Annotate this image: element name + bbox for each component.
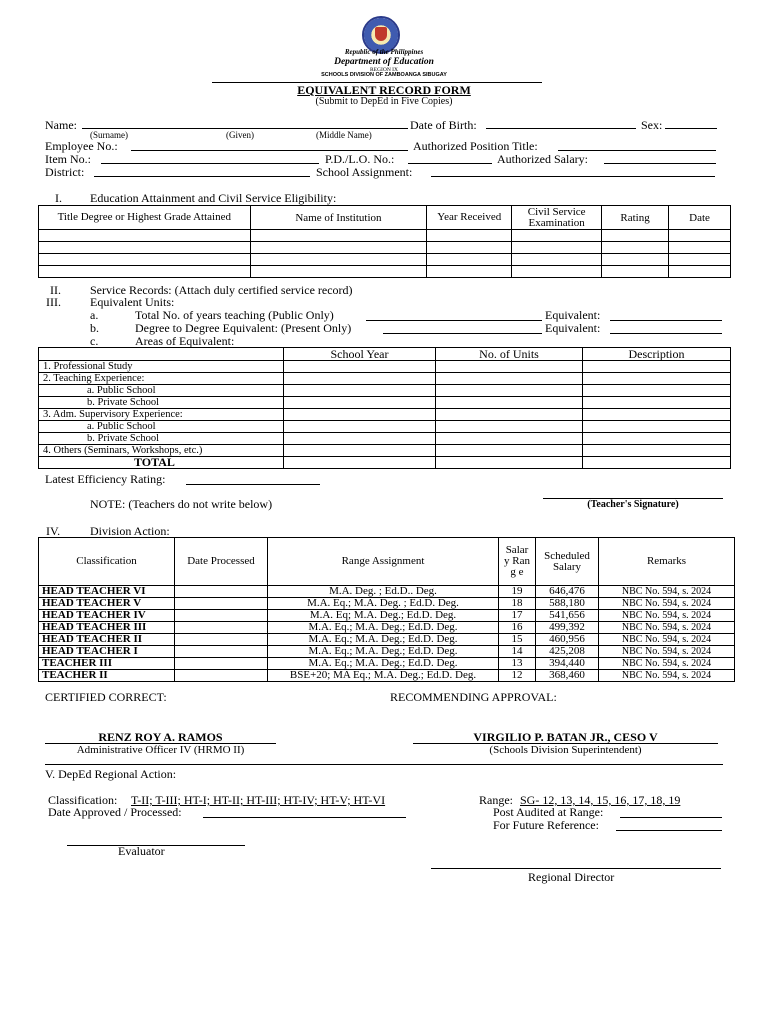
sg-cell: 12: [499, 670, 536, 682]
name-field[interactable]: [82, 118, 408, 129]
table-row: [39, 622, 735, 634]
table-row: [39, 670, 735, 682]
row-label: 1. Professional Study: [39, 361, 284, 373]
surname-caption: (Surname): [90, 130, 128, 140]
signer1-name: RENZ ROY A. RAMOS: [98, 730, 223, 744]
section3-title: Equivalent Units:: [90, 295, 175, 309]
salary-cell: 541,656: [536, 610, 599, 622]
range-options[interactable]: SG- 12, 13, 14, 15, 16, 17, 18, 19: [520, 793, 681, 807]
col-title-degree: Title Degree or Highest Grade Attained: [39, 206, 251, 230]
areas-col-empty: [39, 348, 284, 361]
equivalent-a-label: Equivalent:: [545, 308, 601, 322]
certified-correct-label: CERTIFIED CORRECT:: [45, 690, 167, 704]
signer2-name: VIRGILIO P. BATAN JR., CESO V: [473, 730, 658, 744]
col-institution: Name of Institution: [250, 206, 427, 230]
future-reference-label: For Future Reference:: [493, 818, 599, 832]
division-action-table: [38, 537, 735, 682]
row-label: 3. Adm. Supervisory Experience:: [39, 409, 284, 421]
salary-cell: 394,440: [536, 658, 599, 670]
years-teaching-field[interactable]: [366, 308, 542, 321]
equivalent-b-label: Equivalent:: [545, 321, 601, 335]
table-row: [39, 373, 731, 385]
auth-position-label: Authorized Position Title:: [413, 139, 538, 153]
classification-cell: HEAD TEACHER V: [39, 598, 175, 610]
recommending-approval-label: RECOMMENDING APPROVAL:: [390, 690, 557, 704]
pdlo-field[interactable]: [408, 152, 492, 164]
row-label: b. Private School: [39, 433, 284, 445]
col-year-received: Year Received: [427, 206, 512, 230]
post-audited-label: Post Audited at Range:: [493, 805, 604, 819]
dob-label: Date of Birth:: [410, 118, 477, 132]
equivalent-b-field[interactable]: [610, 321, 722, 334]
table-row: [39, 421, 731, 433]
header-line3: REGION IX: [370, 67, 398, 73]
table-row: [39, 610, 735, 622]
range-label: Range:: [479, 793, 513, 807]
section1-number: I.: [55, 191, 62, 205]
district-label: District:: [45, 165, 85, 179]
table-row: [39, 634, 735, 646]
employee-no-label: Employee No.:: [45, 139, 118, 153]
regional-director-signature-line[interactable]: [431, 857, 721, 869]
classification-cell: HEAD TEACHER VI: [39, 586, 175, 598]
col-date: Date: [669, 206, 731, 230]
table-row: [39, 254, 731, 266]
range-cell: M.A. Eq.; M.A. Deg.; Ed.D. Deg.: [268, 646, 499, 658]
range-cell: M.A. Eq.; M.A. Deg.; Ed.D. Deg.: [268, 622, 499, 634]
item-b-text: Degree to Degree Equivalent: (Present Only): [135, 321, 352, 335]
classification-cell: HEAD TEACHER II: [39, 634, 175, 646]
table-row: [39, 361, 731, 373]
col-school-year: School Year: [284, 348, 436, 361]
col-remarks: Remarks: [599, 538, 735, 586]
col-description: Description: [583, 348, 731, 361]
teacher-signature-caption: (Teacher's Signature): [587, 499, 679, 510]
note-text: NOTE: (Teachers do not write below): [90, 497, 273, 511]
table-row: [39, 658, 735, 670]
item-c-label: c.: [90, 334, 99, 348]
remarks-cell: NBC No. 594, s. 2024: [599, 670, 735, 682]
form-subtitle: (Submit to DepEd in Five Copies): [315, 96, 453, 107]
table-row: [39, 409, 731, 421]
table-row: [39, 646, 735, 658]
auth-position-field[interactable]: [558, 139, 716, 151]
item-c-text: Areas of Equivalent:: [135, 334, 235, 348]
table-row: [39, 266, 731, 278]
sg-cell: 19: [499, 586, 536, 598]
row-label: 2. Teaching Experience:: [39, 373, 284, 385]
sg-cell: 14: [499, 646, 536, 658]
sg-cell: 15: [499, 634, 536, 646]
item-a-label: a.: [90, 308, 99, 322]
salary-cell: 499,392: [536, 622, 599, 634]
dob-field[interactable]: [486, 118, 636, 129]
equivalent-areas-table: [38, 347, 731, 469]
auth-salary-label: Authorized Salary:: [497, 152, 588, 166]
table-row: [39, 457, 731, 469]
table-row: [39, 433, 731, 445]
classification-options[interactable]: T-II; T-III; HT-I; HT-II; HT-III; HT-IV; HT-V; HT-VI: [131, 793, 386, 807]
remarks-cell: NBC No. 594, s. 2024: [599, 646, 735, 658]
remarks-cell: NBC No. 594, s. 2024: [599, 658, 735, 670]
efficiency-field[interactable]: [186, 472, 320, 485]
header-line1: Republic of the Philippines: [344, 48, 424, 56]
classification-label: Classification:: [48, 793, 118, 807]
row-label: a. Public School: [39, 385, 284, 397]
header-line2: Department of Education: [334, 57, 434, 67]
classification-cell: TEACHER II: [39, 670, 175, 682]
col-salary-range: Salar y Rang e: [499, 538, 536, 586]
table-row: [39, 598, 735, 610]
item-b-label: b.: [90, 321, 99, 335]
efficiency-label: Latest Efficiency Rating:: [45, 472, 166, 486]
remarks-cell: NBC No. 594, s. 2024: [599, 622, 735, 634]
classification-cell: TEACHER III: [39, 658, 175, 670]
col-no-units: No. of Units: [436, 348, 583, 361]
future-reference-field[interactable]: [616, 818, 722, 831]
remarks-cell: NBC No. 594, s. 2024: [599, 598, 735, 610]
row-label: a. Public School: [39, 421, 284, 433]
date-approved-label: Date Approved / Processed:: [48, 805, 182, 819]
table-row: [39, 397, 731, 409]
salary-cell: 646,476: [536, 586, 599, 598]
col-classification: Classification: [39, 538, 175, 586]
range-cell: M.A. Eq.; M.A. Deg.; Ed.D. Deg.: [268, 634, 499, 646]
table-row: [39, 242, 731, 254]
evaluator-caption: Evaluator: [118, 844, 165, 858]
section4-title: Division Action:: [90, 524, 170, 538]
item-no-field[interactable]: [101, 152, 319, 164]
classification-cell: HEAD TEACHER I: [39, 646, 175, 658]
col-date-processed: Date Processed: [175, 538, 268, 586]
range-cell: M.A. Eq.; M.A. Deg. ; Ed.D. Deg.: [268, 598, 499, 610]
district-field[interactable]: [94, 165, 310, 177]
row-label: b. Private School: [39, 397, 284, 409]
row-label: 4. Others (Seminars, Workshops, etc.): [39, 445, 284, 457]
col-scheduled-salary: Scheduled Salary: [536, 538, 599, 586]
sg-cell: 18: [499, 598, 536, 610]
form-title: EQUIVALENT RECORD FORM: [297, 83, 471, 97]
salary-cell: 425,208: [536, 646, 599, 658]
col-range-assignment: Range Assignment: [268, 538, 499, 586]
section2-number: II.: [50, 283, 61, 297]
middle-name-caption: (Middle Name): [316, 130, 372, 140]
remarks-cell: NBC No. 594, s. 2024: [599, 634, 735, 646]
signer2-title: (Schools Division Superintendent): [489, 744, 642, 756]
school-assignment-field[interactable]: [431, 165, 715, 177]
col-rating: Rating: [602, 206, 669, 230]
section5-divider: [45, 764, 723, 765]
sex-label: Sex:: [641, 118, 663, 132]
salary-cell: 460,956: [536, 634, 599, 646]
section1-title: Education Attainment and Civil Service Eligibility:: [90, 191, 337, 205]
sg-cell: 13: [499, 658, 536, 670]
sg-cell: 17: [499, 610, 536, 622]
range-cell: M.A. Deg. ; Ed.D.. Deg.: [268, 586, 499, 598]
table-row: [39, 586, 735, 598]
range-cell: BSE+20; MA Eq.; M.A. Deg.; Ed.D. Deg.: [268, 670, 499, 682]
total-label: TOTAL: [39, 457, 284, 469]
remarks-cell: NBC No. 594, s. 2024: [599, 586, 735, 598]
header-line4: SCHOOLS DIVISION OF ZAMBOANGA SIBUGAY: [321, 72, 447, 78]
remarks-cell: NBC No. 594, s. 2024: [599, 610, 735, 622]
classification-cell: HEAD TEACHER IV: [39, 610, 175, 622]
name-label: Name:: [45, 118, 77, 132]
range-cell: M.A. Eq; M.A. Deg.; Ed.D. Deg.: [268, 610, 499, 622]
col-civil-service: Civil Service Examination: [512, 206, 602, 230]
sex-field[interactable]: [665, 118, 717, 129]
degree-equivalent-field[interactable]: [383, 321, 542, 334]
pdlo-label: P.D./L.O. No.:: [325, 152, 395, 166]
section5-title: V. DepEd Regional Action:: [45, 767, 177, 781]
sg-cell: 16: [499, 622, 536, 634]
teacher-signature-line[interactable]: [543, 488, 723, 499]
date-approved-field[interactable]: [203, 805, 406, 818]
table-row: [39, 385, 731, 397]
employee-no-field[interactable]: [131, 139, 408, 151]
given-caption: (Given): [226, 130, 254, 140]
auth-salary-field[interactable]: [604, 152, 716, 164]
section4-number: IV.: [46, 524, 61, 538]
regional-director-caption: Regional Director: [528, 870, 615, 884]
item-no-label: Item No.:: [45, 152, 91, 166]
section3-number: III.: [46, 295, 61, 309]
salary-cell: 368,460: [536, 670, 599, 682]
salary-cell: 588,180: [536, 598, 599, 610]
item-a-text: Total No. of years teaching (Public Only): [135, 308, 334, 322]
education-table: [38, 205, 731, 278]
post-audited-field[interactable]: [620, 805, 722, 818]
table-row: [39, 230, 731, 242]
signer1-title: Administrative Officer IV (HRMO II): [76, 744, 245, 756]
section2-title: Service Records: (Attach duly certified service record): [90, 283, 353, 297]
classification-cell: HEAD TEACHER III: [39, 622, 175, 634]
range-cell: M.A. Eq.; M.A. Deg.; Ed.D. Deg.: [268, 658, 499, 670]
school-assignment-label: School Assignment:: [316, 165, 413, 179]
equivalent-a-field[interactable]: [610, 308, 722, 321]
